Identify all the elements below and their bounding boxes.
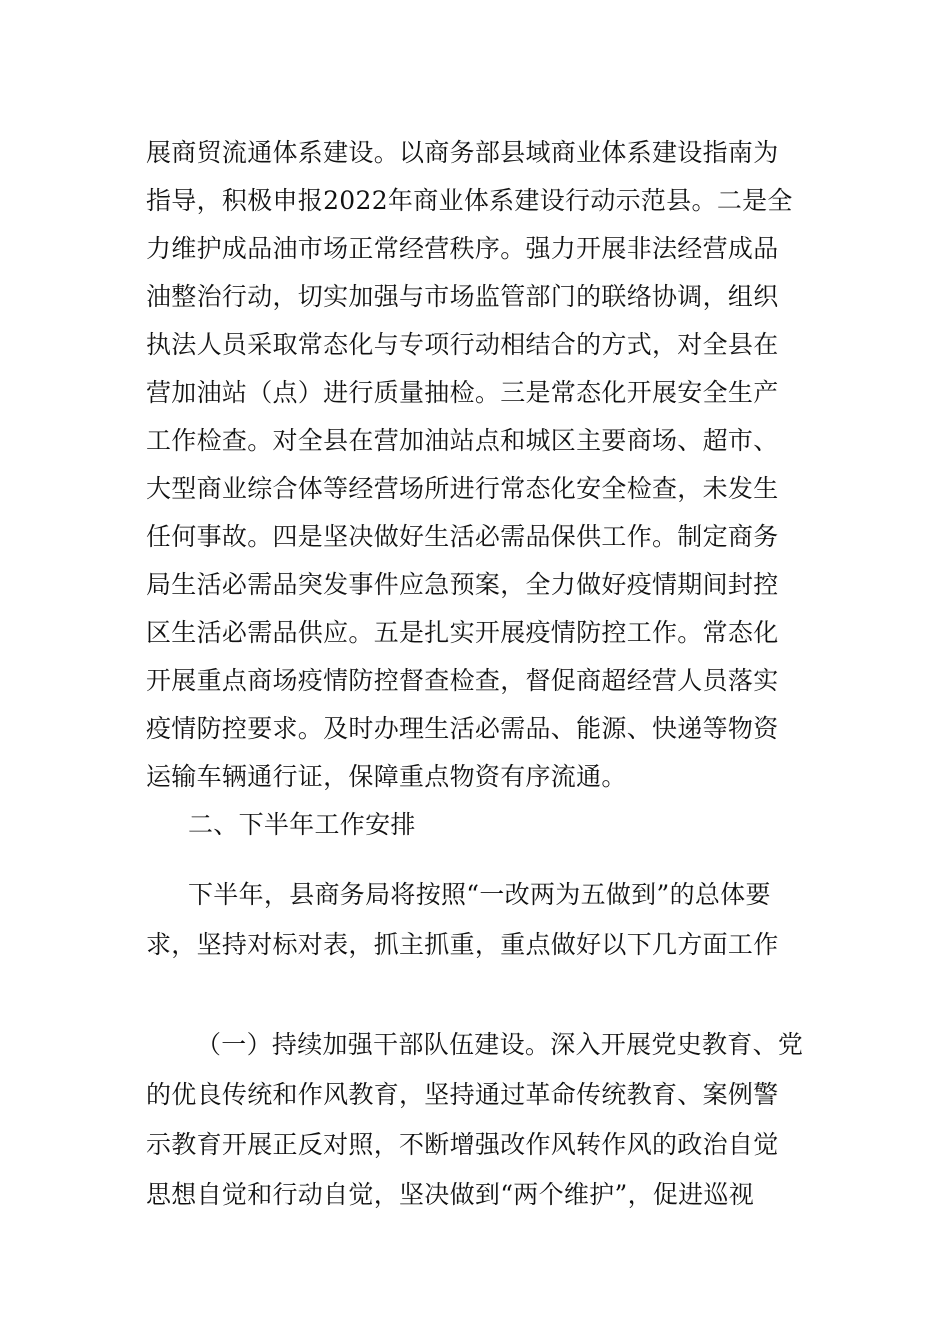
paragraph-line: 示教育开展正反对照，不断增强改作风转作风的政治自觉 bbox=[146, 1130, 779, 1159]
paragraph-line: 任何事故。四是坚决做好生活必需品保供工作。制定商务 bbox=[146, 522, 779, 551]
paragraph-line: 执法人员采取常态化与专项行动相结合的方式，对全县在 bbox=[146, 330, 779, 359]
paragraph-line: 开展重点商场疫情防控督查检查，督促商超经营人员落实 bbox=[146, 666, 779, 695]
paragraph-line: 油整治行动，切实加强与市场监管部门的联络协调，组织 bbox=[146, 282, 779, 311]
paragraph-line: 营加油站（点）进行质量抽检。三是常态化开展安全生产 bbox=[146, 378, 779, 407]
paragraph-line: 求，坚持对标对表，抓主抓重，重点做好以下几方面工作 bbox=[146, 930, 779, 959]
paragraph-line: 指导，积极申报2022年商业体系建设行动示范县。二是全 bbox=[146, 186, 793, 215]
paragraph-line: 工作检查。对全县在营加油站点和城区主要商场、超市、 bbox=[146, 426, 779, 455]
paragraph-line: 运输车辆通行证，保障重点物资有序流通。 bbox=[146, 762, 627, 791]
paragraph-line: 区生活必需品供应。五是扎实开展疫情防控工作。常态化 bbox=[146, 618, 779, 647]
paragraph-line: 大型商业综合体等经营场所进行常态化安全检查，未发生 bbox=[146, 474, 779, 503]
section-heading: 二、下半年工作安排 bbox=[188, 810, 416, 839]
paragraph-line: 疫情防控要求。及时办理生活必需品、能源、快递等物资 bbox=[146, 714, 779, 743]
paragraph-line: （一）持续加强干部队伍建设。深入开展党史教育、党 bbox=[196, 1030, 804, 1059]
paragraph-line: 的优良传统和作风教育，坚持通过革命传统教育、案例警 bbox=[146, 1080, 779, 1109]
paragraph-line: 下半年，县商务局将按照“一改两为五做到”的总体要 bbox=[188, 880, 771, 909]
paragraph-line: 思想自觉和行动自觉，坚决做到“两个维护”，促进巡视 bbox=[146, 1180, 755, 1209]
paragraph-line: 力维护成品油市场正常经营秩序。强力开展非法经营成品 bbox=[146, 234, 779, 263]
paragraph-line: 局生活必需品突发事件应急预案，全力做好疫情期间封控 bbox=[146, 570, 779, 599]
paragraph-line: 展商贸流通体系建设。以商务部县域商业体系建设指南为 bbox=[146, 138, 779, 167]
